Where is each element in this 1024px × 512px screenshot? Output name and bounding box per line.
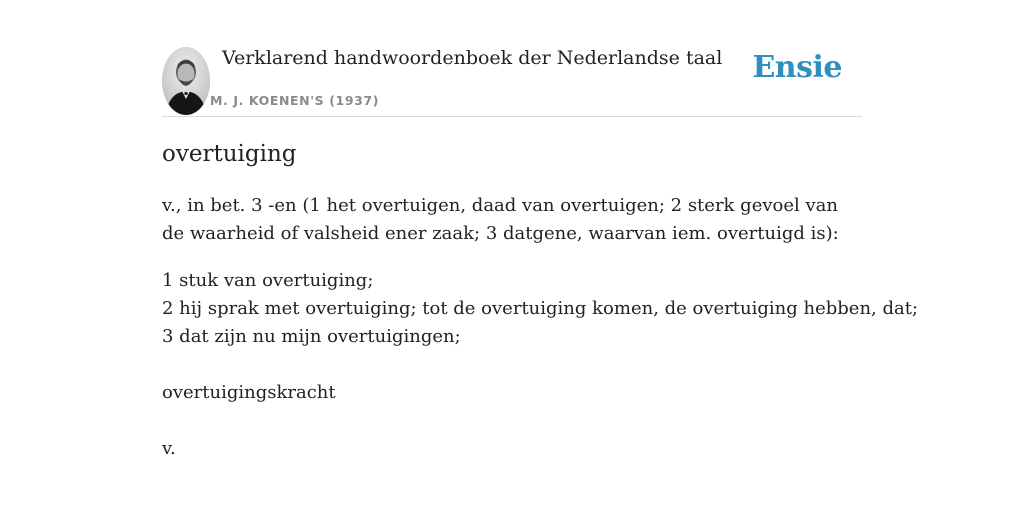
example-line: 2 hij sprak met overtuiging; tot de overtuiging komen, de overtuiging hebben, dat;: [162, 298, 919, 319]
entry-headword: overtuiging: [162, 141, 297, 167]
example-line: 1 stuk van overtuiging;: [162, 270, 374, 291]
book-author: M. J. KOENEN'S (1937): [210, 93, 380, 108]
portrait-image: [162, 47, 210, 115]
example-line: 3 dat zijn nu mijn overtuigingen;: [162, 326, 461, 347]
entry-examples: [162, 267, 919, 351]
author-portrait: [162, 47, 210, 115]
compound-grammar: v.: [162, 438, 176, 459]
site-header: [162, 46, 862, 117]
entry-definition: v., in bet. 3 -en (1 het overtuigen, daad van overtuigen; 2 sterk gevoel van de waarheid of valsheid ener zaak; 3 datgene, waarvan iem. overtuigd is):: [162, 195, 839, 244]
book-title: Verklarend handwoordenboek der Nederlandse taal: [222, 47, 723, 69]
ensie-logo-link[interactable]: Ensie: [752, 50, 842, 85]
page: [162, 0, 919, 512]
compound-word: overtuigingskracht: [162, 382, 336, 403]
